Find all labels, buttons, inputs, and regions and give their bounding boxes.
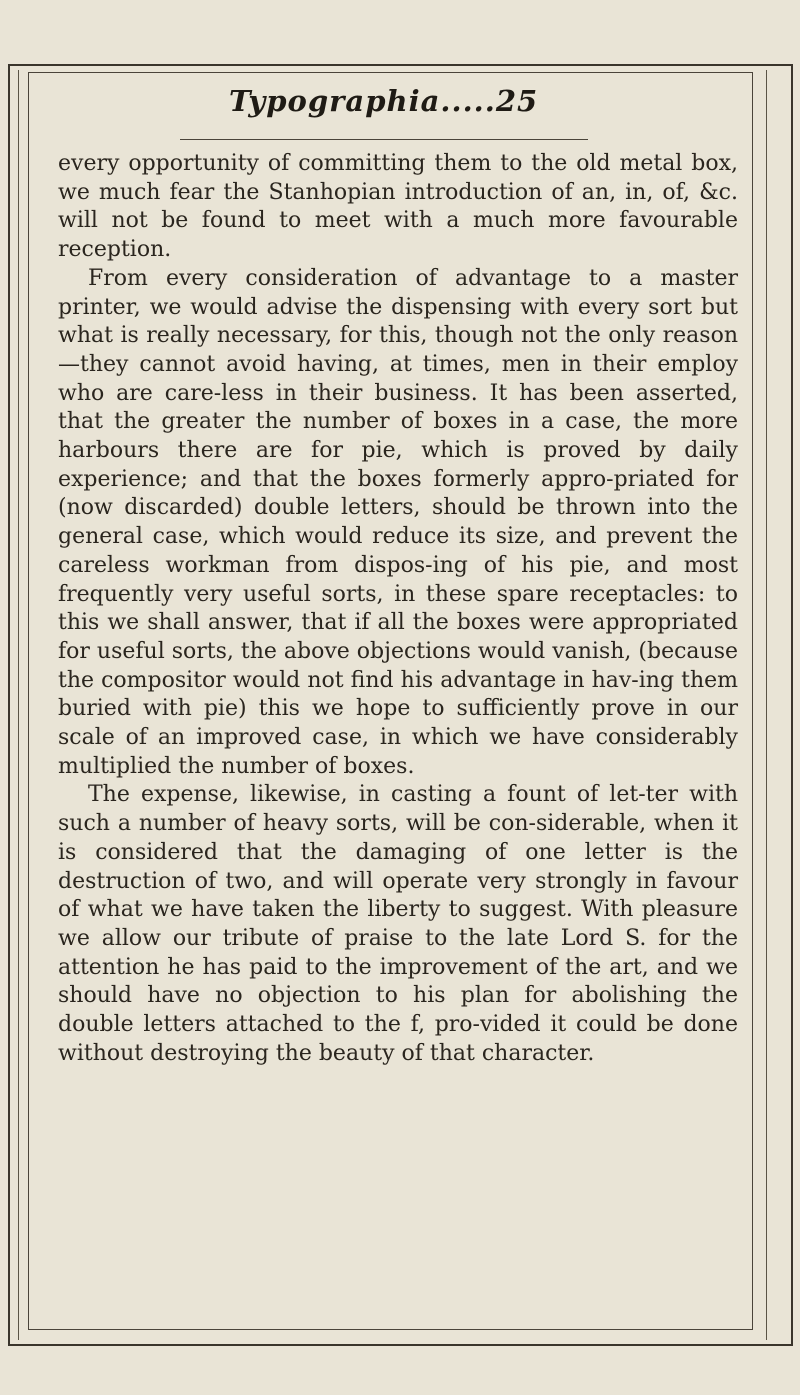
page-body — [58, 150, 738, 1069]
header-rule — [180, 139, 588, 140]
paragraph: From every consideration of advantage to a master printer, we would advise the dispensing with every sort but what is really necessary, for this, though not the only reason—they cannot avoid having, at times, men in their employ who are care-less in their business. It has been asserted, that the greater the number of boxes in a case, the more harbours there are for pie, which is proved by daily experience; and that the boxes formerly appro-priated for (now discarded) double letters, should be thrown into the general case, which would reduce its size, and prevent the careless workman from dispos-ing of his pie, and most frequently very useful sorts, in these spare receptacles: to this we shall answer, that if all the boxes were appropriated for useful sorts, the above objections would vanish, (because the compositor would not find his advantage in hav-ing them buried with pie) this we hope to sufficiently prove in our scale of an improved case, in which we have considerably multiplied the number of boxes. — [58, 265, 739, 779]
running-title: Typographia.....25 — [229, 84, 539, 118]
left-margin-rule — [18, 70, 19, 1340]
right-margin-rule — [766, 70, 767, 1340]
running-header — [34, 78, 748, 138]
paragraph: The expense, likewise, in casting a fount of let-ter with such a number of heavy sorts, will be con-siderable, when it is considered that the damaging of one letter is the destruction of two, and will operate very strongly in favour of what we have taken the liberty to suggest. With pleasure we allow our tribute of praise to the late Lord S. for the attention he has paid to the improvement of the art, and we should have no objection to his plan for abolishing the double letters attached to the f, pro-vided it could be done without destroying the beauty of that character. — [58, 782, 738, 1066]
paragraph-continued: every opportunity of committing them to the old metal box, we much fear the Stanhopian introduction of an, in, of, &c. will not be found to meet with a much more favourable reception. — [58, 151, 738, 263]
